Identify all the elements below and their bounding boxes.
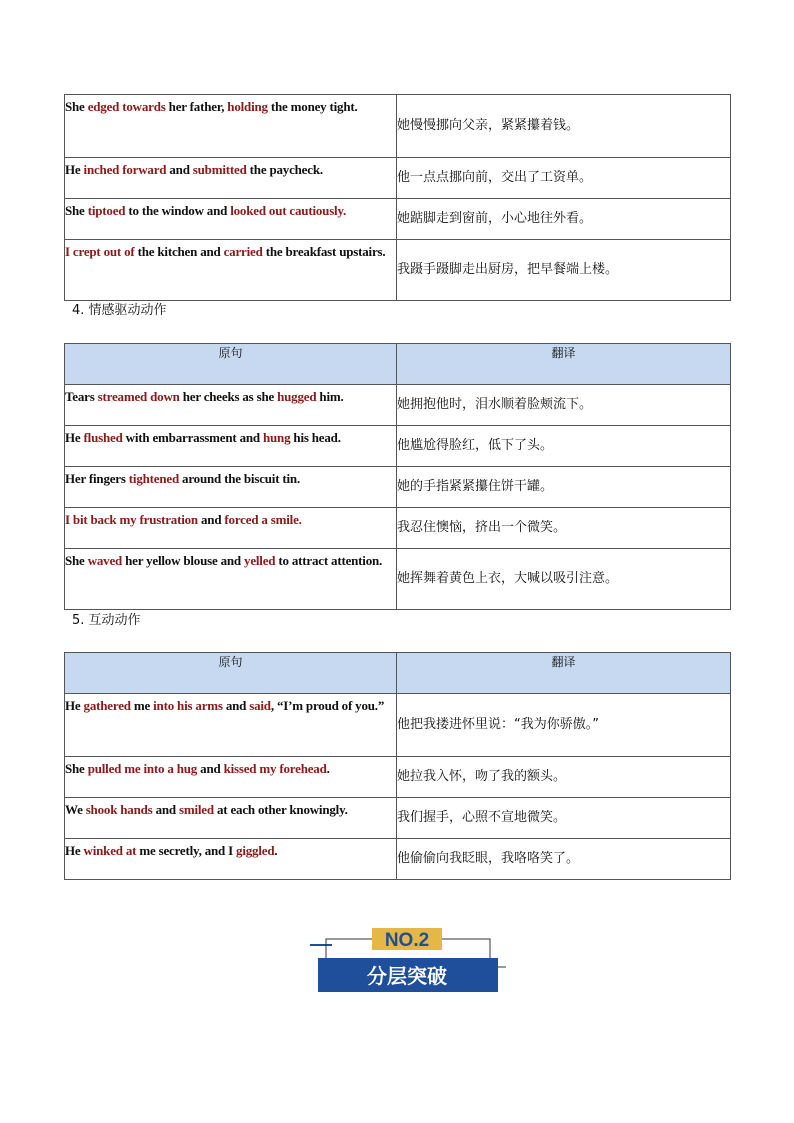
column-header-translation: 翻译 xyxy=(397,653,731,694)
sentence-text: around the biscuit tin. xyxy=(179,471,301,486)
sentence-text: She xyxy=(65,761,88,776)
source-sentence xyxy=(65,199,397,240)
source-sentence xyxy=(65,694,397,757)
source-sentence xyxy=(65,385,397,426)
source-sentence xyxy=(65,240,397,301)
translation: 她拥抱他时，泪水顺着脸颊流下。 xyxy=(397,385,731,426)
sentence-text: Her fingers xyxy=(65,471,129,486)
table-row xyxy=(65,467,731,508)
highlighted-phrase: smiled xyxy=(179,802,214,817)
table-row xyxy=(65,158,731,199)
highlighted-phrase: forced a smile. xyxy=(224,512,302,527)
sentence-text: at each other knowingly. xyxy=(213,802,348,817)
motion-table-continued xyxy=(64,94,731,301)
translation: 她慢慢挪向父亲，紧紧攥着钱。 xyxy=(397,95,731,158)
sentence-text: the money tight. xyxy=(267,99,358,114)
sentence-text: He xyxy=(65,430,84,445)
translation: 我蹑手蹑脚走出厨房，把早餐端上楼。 xyxy=(397,240,731,301)
sentence-text: him. xyxy=(316,389,344,404)
sentence-text: the paycheck. xyxy=(246,162,323,177)
table-row xyxy=(65,798,731,839)
highlighted-phrase: giggled xyxy=(236,843,275,858)
sentence-text: He xyxy=(65,843,84,858)
translation: 她挥舞着黄色上衣，大喊以吸引注意。 xyxy=(397,549,731,610)
translation: 我们握手，心照不宣地微笑。 xyxy=(397,798,731,839)
highlighted-phrase: looked out cautiously. xyxy=(230,203,347,218)
highlighted-phrase: tightened xyxy=(128,471,179,486)
sentence-text: and xyxy=(197,761,224,776)
table-row xyxy=(65,426,731,467)
sentence-text: He xyxy=(65,698,84,713)
sentence-text: to attract attention. xyxy=(275,553,383,568)
highlighted-phrase: holding xyxy=(227,99,268,114)
table-row xyxy=(65,694,731,757)
column-header-source: 原句 xyxy=(65,344,397,385)
highlighted-phrase: tiptoed xyxy=(87,203,126,218)
translation: 他偷偷向我眨眼，我咯咯笑了。 xyxy=(397,839,731,880)
highlighted-phrase: said xyxy=(249,698,271,713)
sentence-text: the kitchen and xyxy=(134,244,224,259)
sentence-text: Tears xyxy=(65,389,98,404)
translation: 他尴尬得脸红，低下了头。 xyxy=(397,426,731,467)
highlighted-phrase: gathered xyxy=(83,698,131,713)
sentence-text: with embarrassment and xyxy=(122,430,263,445)
table-row xyxy=(65,95,731,158)
sentence-text: her father, xyxy=(165,99,228,114)
source-sentence xyxy=(65,798,397,839)
sentence-text: the breakfast upstairs. xyxy=(262,244,386,259)
table-row xyxy=(65,385,731,426)
table-row xyxy=(65,839,731,880)
sentence-text: her cheeks as she xyxy=(179,389,278,404)
highlighted-phrase: submitted xyxy=(192,162,247,177)
sentence-text: , “I’m proud of you.” xyxy=(270,698,385,713)
table-row xyxy=(65,199,731,240)
interaction-action-table xyxy=(64,652,731,880)
source-sentence xyxy=(65,549,397,610)
translation: 我忍住懊恼，挤出一个微笑。 xyxy=(397,508,731,549)
sentence-text: . xyxy=(326,761,330,776)
highlighted-phrase: I crept out of xyxy=(65,244,135,259)
table-row xyxy=(65,549,731,610)
table-row xyxy=(65,240,731,301)
source-sentence xyxy=(65,508,397,549)
source-sentence xyxy=(65,158,397,199)
highlighted-phrase: flushed xyxy=(83,430,123,445)
column-header-source: 原句 xyxy=(65,653,397,694)
highlighted-phrase: I bit back my frustration xyxy=(65,512,198,527)
translation: 她踮脚走到窗前，小心地往外看。 xyxy=(397,199,731,240)
highlighted-phrase: kissed my forehead xyxy=(223,761,327,776)
source-sentence xyxy=(65,757,397,798)
highlighted-phrase: carried xyxy=(223,244,263,259)
highlighted-phrase: winked at xyxy=(83,843,137,858)
table-row xyxy=(65,508,731,549)
highlighted-phrase: inched forward xyxy=(83,162,167,177)
sentence-text: and xyxy=(197,512,225,527)
sentence-text: to the window and xyxy=(125,203,231,218)
sentence-text: and xyxy=(152,802,179,817)
highlighted-phrase: shook hands xyxy=(85,802,153,817)
highlighted-phrase: streamed down xyxy=(97,389,180,404)
highlighted-phrase: edged towards xyxy=(87,99,166,114)
highlighted-phrase: hung xyxy=(262,430,291,445)
table-header-row xyxy=(65,653,731,694)
section-badge xyxy=(308,926,508,998)
translation: 他一点点挪向前，交出了工资单。 xyxy=(397,158,731,199)
translation: 她拉我入怀，吻了我的额头。 xyxy=(397,757,731,798)
sentence-text: . xyxy=(274,843,278,858)
sentence-text: and xyxy=(166,162,193,177)
sentence-text: We xyxy=(65,802,86,817)
sentence-text: He xyxy=(65,162,84,177)
emotion-action-table xyxy=(64,343,731,610)
source-sentence xyxy=(65,426,397,467)
sentence-text: her yellow blouse and xyxy=(122,553,245,568)
sentence-text: me xyxy=(130,698,154,713)
column-header-translation: 翻译 xyxy=(397,344,731,385)
table-header-row xyxy=(65,344,731,385)
highlighted-phrase: yelled xyxy=(244,553,276,568)
source-sentence xyxy=(65,95,397,158)
sentence-text: his head. xyxy=(290,430,341,445)
section-heading-emotion: 4. 情感驱动动作 xyxy=(72,303,167,318)
sentence-text: She xyxy=(65,203,88,218)
highlighted-phrase: pulled me into a hug xyxy=(87,761,198,776)
translation: 他把我搂进怀里说：“我为你骄傲。” xyxy=(397,694,731,757)
highlighted-phrase: hugged xyxy=(277,389,317,404)
badge-title: 分层突破 xyxy=(367,964,447,988)
sentence-text: She xyxy=(65,99,88,114)
highlighted-phrase: into his arms xyxy=(153,698,223,713)
source-sentence xyxy=(65,467,397,508)
badge-number: NO.2 xyxy=(384,930,430,951)
translation: 她的手指紧紧攥住饼干罐。 xyxy=(397,467,731,508)
highlighted-phrase: waved xyxy=(87,553,123,568)
section-heading-interaction: 5. 互动动作 xyxy=(72,613,141,628)
sentence-text: She xyxy=(65,553,88,568)
source-sentence xyxy=(65,839,397,880)
sentence-text: and xyxy=(222,698,250,713)
badge-frame xyxy=(308,926,508,998)
sentence-text: me secretly, and I xyxy=(136,843,237,858)
table-row xyxy=(65,757,731,798)
